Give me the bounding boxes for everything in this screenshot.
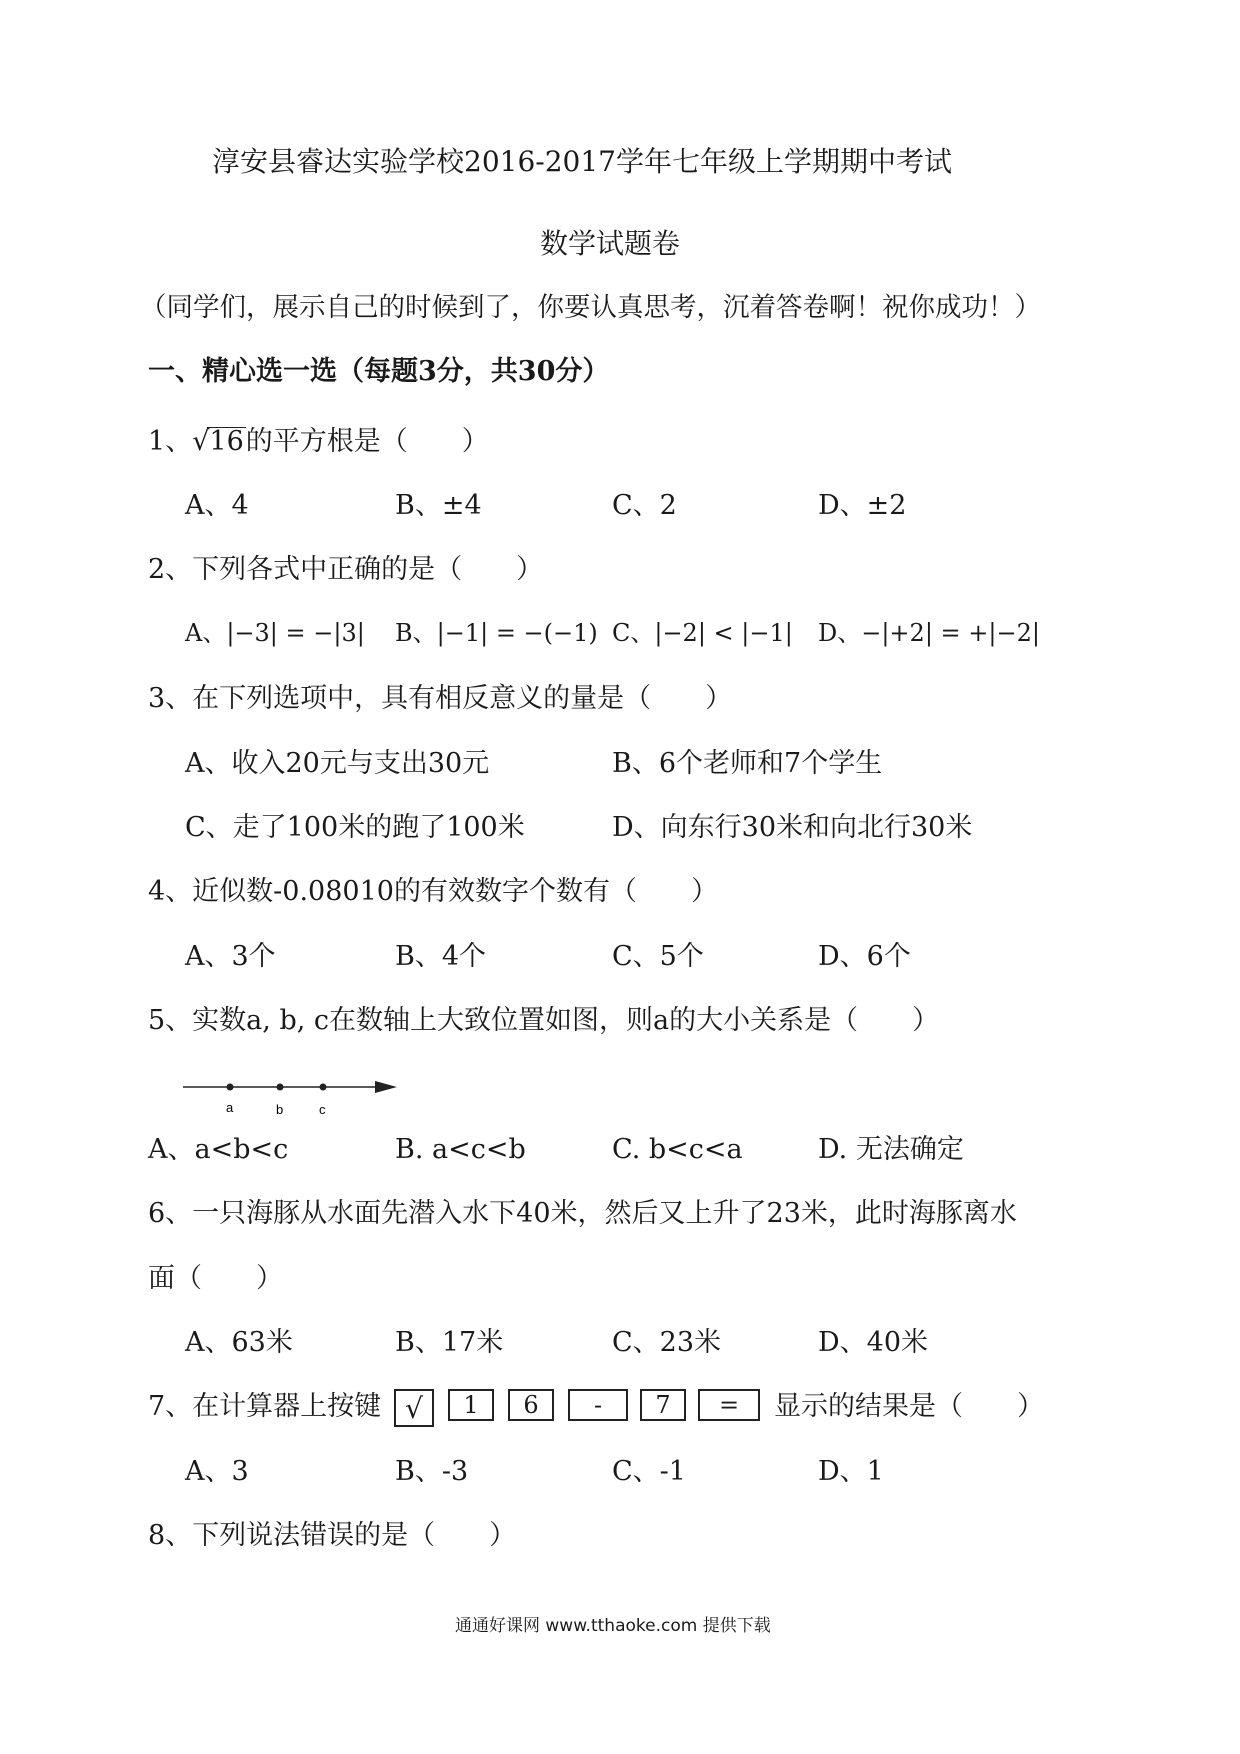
q6-option-b: B、17米	[395, 1327, 504, 1358]
arrow-icon	[375, 1081, 397, 1093]
q4-option-c: C、5个	[612, 941, 704, 972]
question-1	[148, 427, 489, 455]
section-heading: 一、精心选一选（每题3分，共30分）	[148, 356, 610, 387]
footer-text: 通通好课网 www.tthaoke.com 提供下载	[455, 1616, 771, 1636]
question-4: 4、近似数-0.08010的有效数字个数有（ ）	[148, 876, 718, 907]
question-3: 3、在下列选项中，具有相反意义的量是（ ）	[148, 683, 733, 714]
q5-option-c: C. b<c<a	[612, 1134, 743, 1165]
q1-option-a: A、4	[185, 490, 249, 521]
exam-title: 淳安县睿达实验学校2016-2017学年七年级上学期期中考试	[212, 145, 952, 178]
radicand: 16	[209, 426, 244, 457]
greeting-text: （同学们，展示自己的时候到了，你要认真思考，沉着答卷啊！祝你成功！）	[140, 292, 1041, 323]
q3-option-a: A、收入20元与支出30元	[185, 748, 490, 779]
q7-option-b: B、-3	[395, 1456, 469, 1487]
q1-option-c: C、2	[612, 490, 677, 521]
radical-icon: √	[192, 426, 210, 457]
question-7-text-post: 显示的结果是（ ）	[774, 1391, 1044, 1422]
question-1-prefix: 1、	[148, 426, 193, 457]
point-a	[227, 1084, 234, 1091]
question-6-line-1: 6、一只海豚从水面先潜入水下40米，然后又上升了23米，此时海豚离水	[148, 1198, 1017, 1229]
calculator-key-7: 7	[640, 1389, 686, 1421]
question-8: 8、下列说法错误的是（ ）	[148, 1520, 517, 1551]
question-6-line-2: 面（ ）	[148, 1263, 283, 1294]
question-7-text-pre: 7、在计算器上按键	[148, 1391, 382, 1422]
question-2: 2、下列各式中正确的是（ ）	[148, 554, 544, 585]
q4-option-d: D、6个	[818, 941, 911, 972]
q3-option-d: D、向东行30米和向北行30米	[612, 812, 973, 843]
q4-option-b: B、4个	[395, 941, 487, 972]
q3-option-b: B、6个老师和7个学生	[612, 748, 883, 779]
q7-option-d: D、1	[818, 1456, 884, 1487]
q1-option-b: B、±4	[395, 490, 482, 521]
q7-option-a: A、3	[185, 1456, 249, 1487]
question-1-text: 的平方根是（ ）	[245, 426, 489, 457]
exam-subtitle: 数学试题卷	[540, 227, 681, 260]
q7-option-c: C、-1	[612, 1456, 686, 1487]
calculator-key-sqrt: √	[394, 1389, 434, 1427]
q6-option-c: C、23米	[612, 1327, 722, 1358]
q2-option-d: D、−|+2| = +|−2|	[818, 619, 1040, 647]
calculator-key-equals: =	[698, 1389, 760, 1421]
calculator-key-minus: -	[568, 1389, 628, 1421]
q1-option-d: D、±2	[818, 490, 907, 521]
q2-option-b: B、|−1| = −(−1)	[395, 619, 598, 647]
calculator-key-1: 1	[448, 1389, 494, 1421]
q5-option-d: D. 无法确定	[818, 1134, 964, 1165]
q3-option-c: C、走了100米的跑了100米	[185, 812, 525, 843]
q5-option-b: B. a<c<b	[395, 1134, 526, 1165]
q5-option-a: A、a<b<c	[148, 1134, 289, 1165]
number-line-figure	[175, 1072, 405, 1118]
calculator-key-6: 6	[508, 1389, 554, 1421]
label-a: a	[226, 1100, 234, 1115]
point-c	[320, 1084, 327, 1091]
label-b: b	[276, 1102, 284, 1117]
q2-option-a: A、|−3| = −|3|	[185, 619, 365, 647]
q6-option-d: D、40米	[818, 1327, 929, 1358]
label-c: c	[319, 1102, 326, 1117]
question-5: 5、实数a, b, c在数轴上大致位置如图，则a的大小关系是（ ）	[148, 1005, 940, 1036]
point-b	[277, 1084, 284, 1091]
q6-option-a: A、63米	[185, 1327, 293, 1358]
q4-option-a: A、3个	[185, 941, 276, 972]
q2-option-c: C、|−2| < |−1|	[612, 619, 793, 647]
